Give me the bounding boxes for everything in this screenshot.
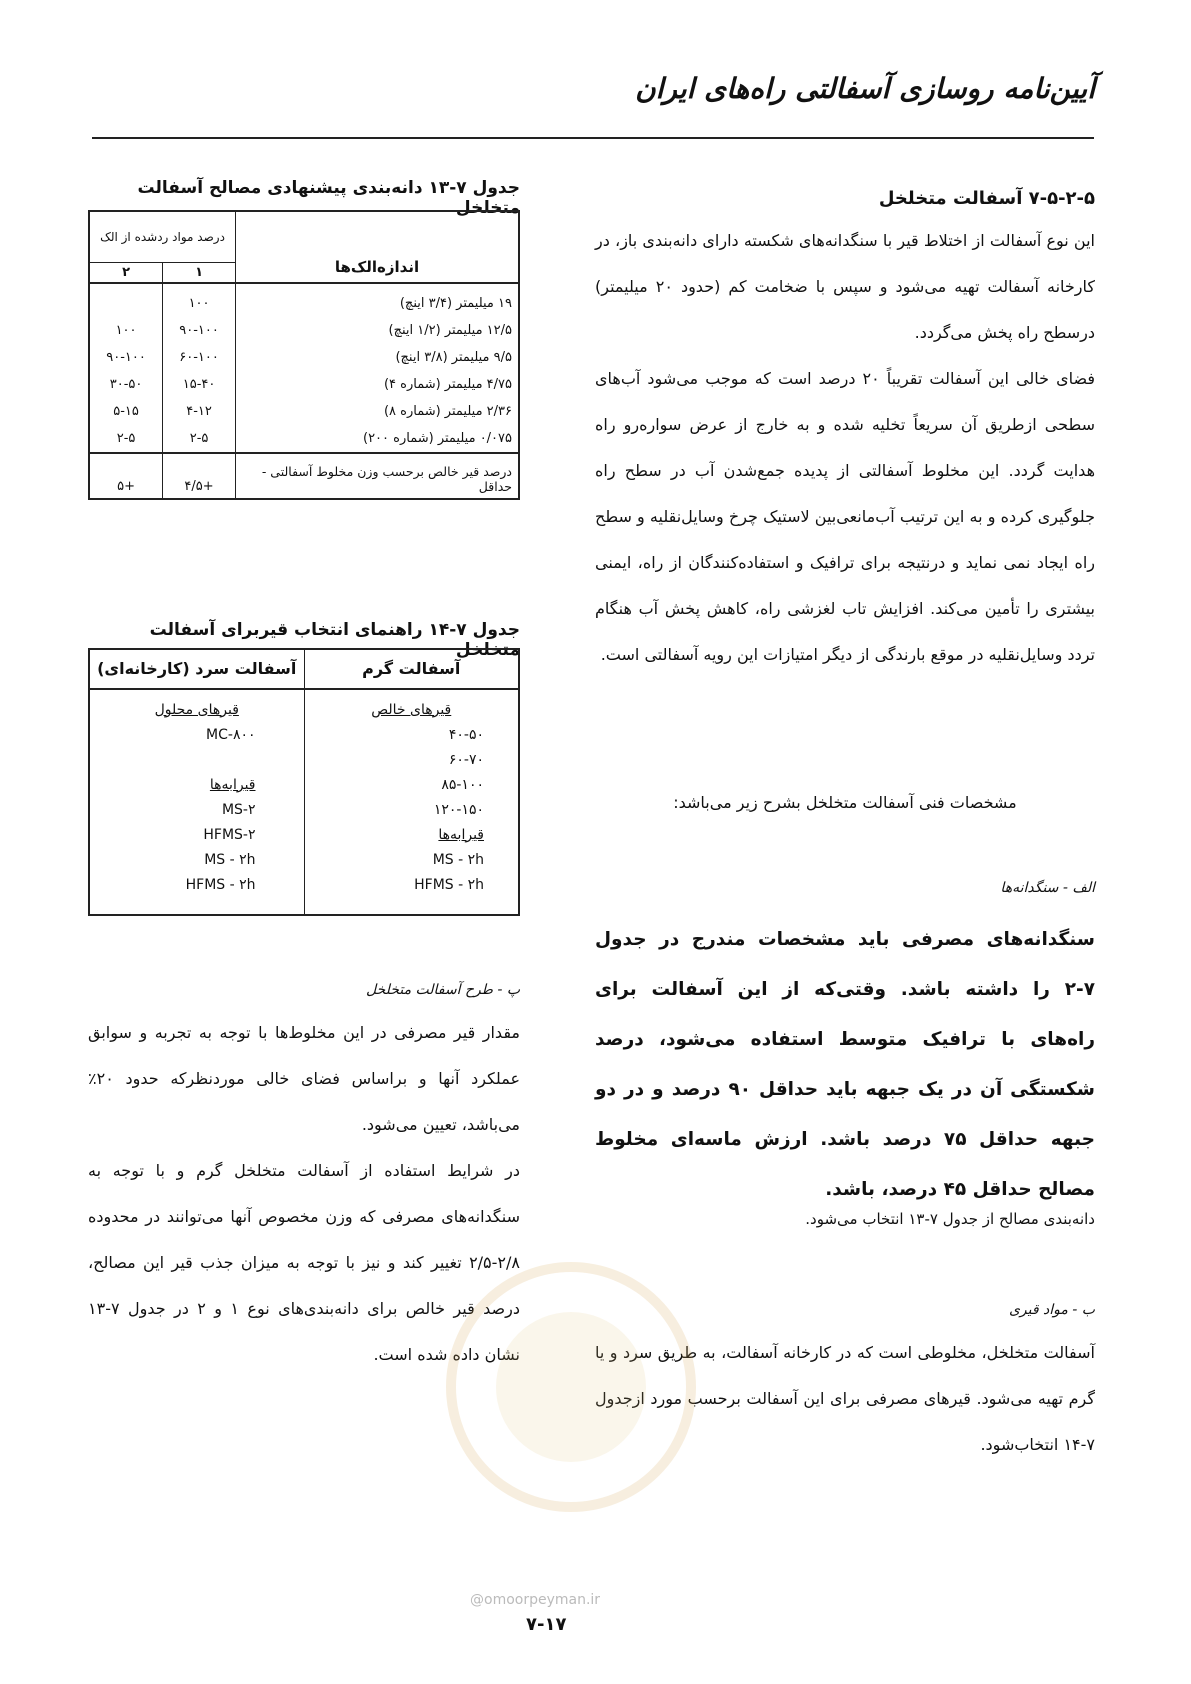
- page-header-title: آیین‌نامه روسازی آسفالتی راه‌های ایران: [635, 72, 1095, 105]
- table13-cell: ۲-۵: [163, 421, 236, 453]
- table13-cell: ۴-۱۲: [163, 394, 236, 421]
- bold-paragraph: سنگدانه‌های مصرفی باید مشخصات مندرج در جدول ۷-۲ را داشته باشد. وقتی‌که از این آسفالت برای راه‌های با ترافیک متوسط استفاده می‌شود، درصد شکستگی آن در یک جبهه باید حداقل ۹۰ درصد و در دو جبهه حداقل ۷۵ درصد باشد. ارزش ماسه‌ای مخلوط مصالح حداقل ۴۵ درصد، باشد.: [595, 929, 1096, 1200]
- paragraph: مقدار قیر مصرفی در این مخلوط‌ها با توجه به تجربه و سوابق عملکرد آنها و براساس فضای خالی موردنظرکه حدود ۲۰٪ می‌باشد، تعیین می‌شود.: [88, 1023, 520, 1134]
- table-row: [89, 367, 519, 394]
- subsection-heading-a: الف - سنگدانه‌ها: [1000, 880, 1095, 896]
- table13-cell: ۱۵-۴۰: [163, 367, 236, 394]
- list-item: ۸۵-۱۰۰: [441, 776, 484, 793]
- table14-cold-cell: [89, 689, 304, 915]
- table13-cell: ۴/۷۵ میلیمتر (شماره ۴): [236, 367, 520, 394]
- list-item: ۱۲۰-۱۵۰: [433, 801, 484, 818]
- list-item: MS - ۲h: [432, 851, 484, 868]
- table13-cell: +۴/۵: [163, 453, 236, 499]
- paragraph: در شرایط استفاده از آسفالت متخلخل گرم و با توجه به سنگدانه‌های مصرفی که وزن مخصوص آنها می‌توانند در محدوده ۲/۸-۲/۵ تغییر کند و نیز با توجه به میزان جذب قیر این مصالح، درصد قیر خالص برای دانه‌بندی‌های نوع ۱ و ۲ در جدول ۷-۱۳ نشان داده شده است.: [88, 1161, 520, 1364]
- table13-cell: [89, 283, 163, 313]
- table13-cell: ۹۰-۱۰۰: [89, 340, 163, 367]
- emulsion-heading: قیرابه‌ها: [209, 776, 256, 793]
- table13-cell: ۱۹ میلیمتر (۳/۴ اینچ): [236, 283, 520, 313]
- table13-cell: ۱۰۰: [89, 313, 163, 340]
- table13-cell: ۵-۱۵: [89, 394, 163, 421]
- table14-cold-header: آسفالت سرد (کارخانه‌ای): [89, 649, 304, 689]
- table13-cell: ۲-۵: [89, 421, 163, 453]
- list-item: MS-۲: [221, 801, 256, 818]
- table-row: [89, 394, 519, 421]
- table14-hot-cell: [304, 689, 519, 915]
- table-row: [89, 283, 519, 313]
- table-row: [89, 313, 519, 340]
- paragraph: آسفالت متخلخل، مخلوطی است که در کارخانه آسفالت، به طریق سرد و یا گرم تهیه می‌شود. قیرهای مصرفی برای این آسفالت برحسب مورد ازجدول ۷-۱۴ انتخاب‌شود.: [595, 1343, 1095, 1454]
- list-item: MS - ۲h: [204, 851, 256, 868]
- list-item: HFMS - ۲h: [414, 876, 484, 893]
- table14-hot-header: آسفالت گرم: [304, 649, 519, 689]
- cutback-heading: قیرهای محلول: [154, 701, 239, 718]
- table13-cell: ۲/۳۶ میلیمتر (شماره ۸): [236, 394, 520, 421]
- section-title: ۷-۵-۲-۵ آسفالت متخلخل: [878, 188, 1095, 209]
- paragraph: فضای خالی این آسفالت تقریباً ۲۰ درصد است که موجب می‌شود آب‌های سطحی ازطریق آن سریعاً تخلیه شده و به خارج از عرض سواره‌رو راه هدایت گردد. این مخلوط آسفالتی از پدیده جمع‌شدن آب در سطح راه جلوگیری کرده و به این ترتیب آب‌مانعی‌بین لاستیک چرخ وسایل‌نقلیه و سطح راه ایجاد نمی نماید و درنتیجه برای ترافیک و استفاده‌کنندگان از راه، ایمنی بیشتری را تأمین می‌کند. افزایش تاب لغزشی راه، کاهش پخش آب هنگام تردد وسایل‌نقلیه در موقع بارندگی از دیگر امتیازات این رویه آسفالتی است.: [595, 369, 1096, 664]
- table13-cell: ۱۰۰: [163, 283, 236, 313]
- table13-cell: ۱۲/۵ میلیمتر (۱/۲ اینچ): [236, 313, 520, 340]
- table13-cell: ۶۰-۱۰۰: [163, 340, 236, 367]
- table13-col1-header: ۱: [163, 263, 236, 284]
- list-item: ۴۰-۵۰: [448, 726, 484, 743]
- subsection-heading-b: ب - مواد قیری: [1008, 1302, 1095, 1318]
- table13: [88, 210, 520, 500]
- header-divider: [92, 137, 1094, 139]
- subsection-heading-p: پ - طرح آسفالت متخلخل: [366, 982, 520, 998]
- page-number: ۷-۱۷: [526, 1614, 567, 1635]
- table-row: [89, 340, 519, 367]
- table-row: [89, 453, 519, 499]
- table13-cell: ۹/۵ میلیمتر (۳/۸ اینچ): [236, 340, 520, 367]
- paragraph: این نوع آسفالت از اختلاط قیر با سنگدانه‌های شکسته دارای دانه‌بندی باز، در کارخانه آسفالت تهیه می‌شود و سپس با ضخامت کم (حدود ۲۰ میلیمتر) درسطح راه پخش می‌گردد.: [595, 231, 1096, 342]
- paragraph: مشخصات فنی آسفالت متخلخل بشرح زیر می‌باشد:: [673, 793, 1017, 812]
- table13-cell: درصد قیر خالص برحسب وزن مخلوط آسفالتی - حداقل: [236, 453, 520, 499]
- gradation-note: دانه‌بندی مصالح از جدول ۷-۱۳ انتخاب می‌شود.: [805, 1210, 1095, 1228]
- watermark-seal: [446, 1262, 696, 1512]
- watermark-url: @omoorpeyman.ir: [470, 1592, 601, 1608]
- table13-sieve-header: اندازه‌الک‌ها: [236, 211, 520, 283]
- list-item: MC-۸۰۰: [206, 726, 256, 743]
- list-item: HFMS - ۲h: [185, 876, 256, 893]
- table13-group-header: درصد مواد ردشده از الک: [89, 211, 236, 263]
- table13-title: جدول ۷-۱۳ دانه‌بندی پیشنهادی مصالح آسفالت متخلخل: [137, 178, 520, 218]
- list-item: HFMS-۲: [203, 826, 256, 843]
- table-row: [89, 421, 519, 453]
- table13-cell: ۳۰-۵۰: [89, 367, 163, 394]
- pure-bitumen-heading: قیرهای خالص: [371, 701, 452, 718]
- table14-title: جدول ۷-۱۴ راهنمای انتخاب قیربرای آسفالت متخلخل: [149, 620, 520, 660]
- table13-cell: ۰/۰۷۵ میلیمتر (شماره ۲۰۰): [236, 421, 520, 453]
- table13-cell: ۹۰-۱۰۰: [163, 313, 236, 340]
- table14: [88, 648, 520, 916]
- table13-col2-header: ۲: [89, 263, 163, 284]
- list-item: ۶۰-۷۰: [448, 751, 484, 768]
- emulsion-heading: قیرابه‌ها: [438, 826, 484, 843]
- table13-cell: +۵: [89, 453, 163, 499]
